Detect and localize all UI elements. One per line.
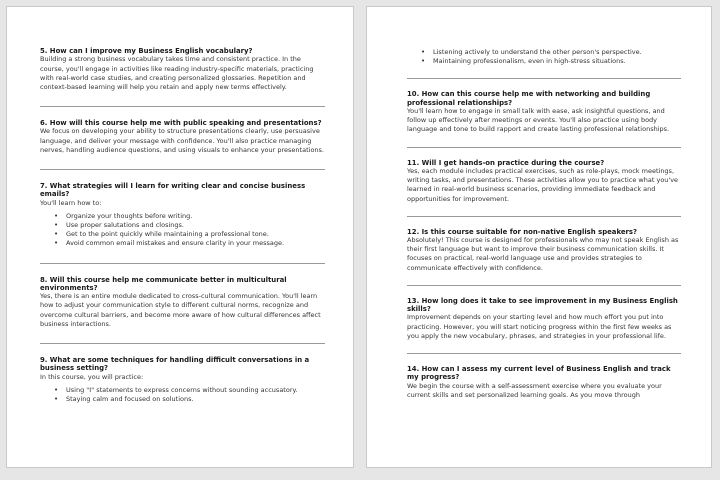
faq-section-11 bbox=[407, 159, 681, 204]
faq-section-6 bbox=[40, 119, 325, 155]
question-title: 6. How will this course help me with public speaking and presentations? bbox=[40, 119, 322, 128]
faq-section-10 bbox=[407, 90, 681, 134]
question-title: 13. How long does it take to see improvement in my Business English skills? bbox=[407, 296, 678, 314]
list-item: • Organize your thoughts before writing. bbox=[54, 212, 325, 221]
answer-text: Yes, there is an entire module dedicated to cross-cultural communication. You'll learn how to adjust your communication style to different cultural norms, recognize and overcome cultural barriers, and become more aware of how cultural differences affect business interactions. bbox=[40, 292, 321, 328]
answer-text: Absolutely! This course is designed for professionals who may not speak English as their first language but want to improve their business communication skills. It focuses on practical, real-world language use and provides strategies to communicate effectively with confidence. bbox=[407, 236, 679, 272]
section-divider bbox=[407, 216, 681, 217]
document-page-left bbox=[6, 6, 354, 468]
answer-text: You'll learn how to engage in small talk with ease, ask insightful questions, and follow up effectively after meetings or events. You'll also practice using body language and tone to build rapport and create lasting professional relationships. bbox=[407, 107, 670, 134]
faq-section-7 bbox=[40, 182, 325, 249]
list-item: • Staying calm and focused on solutions. bbox=[54, 395, 325, 404]
answer-text: Yes, each module includes practical exercises, such as role-plays, mock meetings, writing tasks, and presentations. These activities allow you to practice what you've learned in real-world business scenarios, providing immediate feedback and opportunities for improvement. bbox=[407, 166, 679, 203]
list-item: • Use proper salutations and closings. bbox=[54, 221, 325, 230]
answer-text: We focus on developing your ability to structure presentations clearly, use persuasive language, and deliver your message with confidence. You'll also practice managing nerves, handling audience questions, and using visuals to enhance your presentations. bbox=[40, 127, 324, 154]
section-divider bbox=[40, 169, 325, 170]
bullet-list bbox=[40, 212, 325, 249]
faq-section-14 bbox=[407, 365, 681, 400]
faq-section-8 bbox=[40, 276, 325, 329]
section-divider bbox=[40, 343, 325, 344]
section-divider bbox=[40, 263, 325, 264]
bullet-list bbox=[40, 386, 325, 404]
question-title: 7. What strategies will I learn for writing clear and concise business emails? bbox=[40, 182, 306, 199]
question-title: 11. Will I get hands-on practice during the course? bbox=[407, 158, 605, 167]
question-title: 14. How can I assess my current level of Business English and track my progress? bbox=[407, 365, 671, 382]
document-page-right bbox=[366, 6, 712, 468]
continued-bullet-list bbox=[407, 48, 681, 66]
section-divider bbox=[407, 78, 681, 79]
answer-text: We begin the course with a self-assessment exercise where you evaluate your current skills and set personalized learning goals. As you move through bbox=[407, 381, 662, 399]
question-title: 8. Will this course help me communicate better in multicultural environments? bbox=[40, 275, 287, 292]
faq-section-5 bbox=[40, 47, 325, 92]
faq-section-13 bbox=[407, 297, 681, 341]
section-divider bbox=[407, 353, 681, 354]
answer-intro: In this course, you will practice: bbox=[40, 372, 144, 381]
list-item: • Maintaining professionalism, even in high-stress situations. bbox=[421, 57, 681, 66]
question-title: 12. Is this course suitable for non-native English speakers? bbox=[407, 227, 638, 236]
answer-intro: You'll learn how to: bbox=[40, 198, 102, 207]
section-divider bbox=[407, 147, 681, 148]
question-title: 10. How can this course help me with networking and building professional relationships? bbox=[407, 90, 651, 107]
list-item: • Avoid common email mistakes and ensure clarity in your message. bbox=[54, 239, 325, 248]
faq-section-9 bbox=[40, 356, 325, 404]
section-divider bbox=[407, 285, 681, 286]
faq-section-12 bbox=[407, 228, 681, 273]
list-item: • Get to the point quickly while maintaining a professional tone. bbox=[54, 230, 325, 239]
answer-text: Improvement depends on your starting level and how much effort you put into practicing. However, you will start noticing progress within the first few weeks as you apply the new vocabulary, phrases, and strategies in your professional life. bbox=[407, 313, 672, 340]
section-divider bbox=[40, 106, 325, 107]
answer-text: Building a strong business vocabulary takes time and consistent practice. In the course, you'll engage in activities like reading industry-specific materials, practicing with real-world case studies, and creating personalized glossaries. Repetition and context-based learning will help you retain and apply new terms effectively. bbox=[40, 55, 314, 91]
list-item: • Using "I" statements to express concerns without sounding accusatory. bbox=[54, 386, 325, 395]
question-title: 9. What are some techniques for handling difficult conversations in a business setting? bbox=[40, 356, 310, 373]
list-item: • Listening actively to understand the other person's perspective. bbox=[421, 48, 681, 57]
question-title: 5. How can I improve my Business English vocabulary? bbox=[40, 47, 253, 55]
